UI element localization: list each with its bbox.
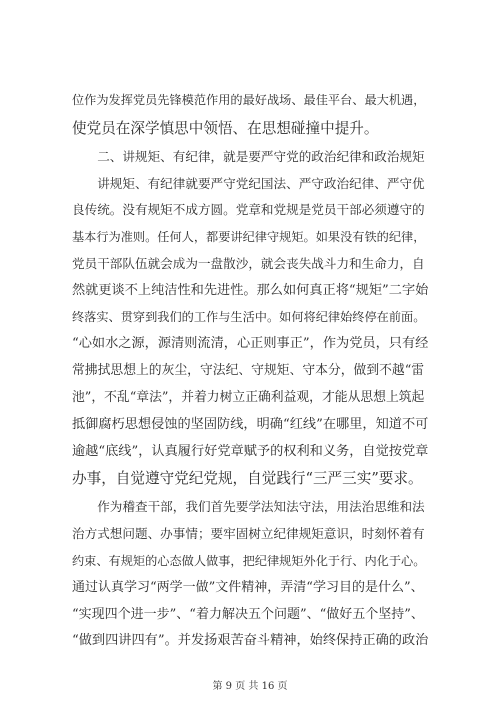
body-line: 常拂拭思想上的灰尘，守法纪、守规矩、守本分，做到不越“雷 xyxy=(72,363,425,378)
body-line: “实现四个进一步”、“着力解决五个问题”、“做好五个坚持”、 xyxy=(72,607,424,622)
page-number-footer: 第 9 页 共 16 页 xyxy=(212,681,288,692)
body-line: 治方式想问题、办事情；要牢固树立纪律规矩意识，时刻怀着有 xyxy=(72,526,425,541)
body-line: “心如水之源，源清则流清，心正则事正”，作为党员，只有经 xyxy=(72,336,429,351)
body-line: 作为稽查干部，我们首先要学法知法守法，用法治思维和法 xyxy=(72,499,425,514)
body-line: 办事，自觉遵守党纪党规，自觉践行“三严三实”要求。 xyxy=(72,470,423,487)
body-line: 池”，不乱“章法”，并着力树立正确利益观，才能从思想上筑起 xyxy=(72,390,425,405)
body-line: 使党员在深学慎思中领悟、在思想碰撞中提升。 xyxy=(72,120,379,137)
body-line: 党员干部队伍就会成为一盘散沙，就会丧失战斗力和生命力，自 xyxy=(72,256,425,271)
body-line: 良传统。没有规矩不成方圆。党章和党规是党员干部必须遵守的 xyxy=(72,202,425,217)
body-line: 抵御腐朽思想侵蚀的坚固防线，明确“红线”在哪里，知道不可 xyxy=(72,417,429,432)
body-line: 约束、有规矩的心态做人做事，把纪律规矩外化于行、内化于心。 xyxy=(72,554,426,568)
body-line: 逾越“底线”，认真履行好党章赋予的权利和义务，自觉按党章 xyxy=(72,444,429,459)
body-line: 终落实、贯穿到我们的工作与生活中。如何将纪律始终停在前面。 xyxy=(72,310,426,324)
section-heading: 二、讲规矩、有纪律，就是要严守党的政治纪律和政治规矩 xyxy=(72,149,425,164)
body-line: 通过认真学习“两学一做”文件精神，弄清“学习目的是什么”、 xyxy=(72,580,424,595)
body-line: 位作为发挥党员先锋模范作用的最好战场、最佳平台、最大机遇， xyxy=(72,93,426,107)
body-line: “做到四讲四有”。并发扬艰苦奋斗精神，始终保持正确的政治 xyxy=(72,633,429,648)
body-line: 基本行为准则。任何人，都要讲纪律守规矩。如果没有铁的纪律， xyxy=(72,230,426,244)
body-line: 然就更谈不上纯洁性和先进性。那么如何真正将“规矩”二字始 xyxy=(72,283,429,298)
body-line: 讲规矩、有纪律就要严守党纪国法、严守政治纪律、严守优 xyxy=(72,176,425,191)
